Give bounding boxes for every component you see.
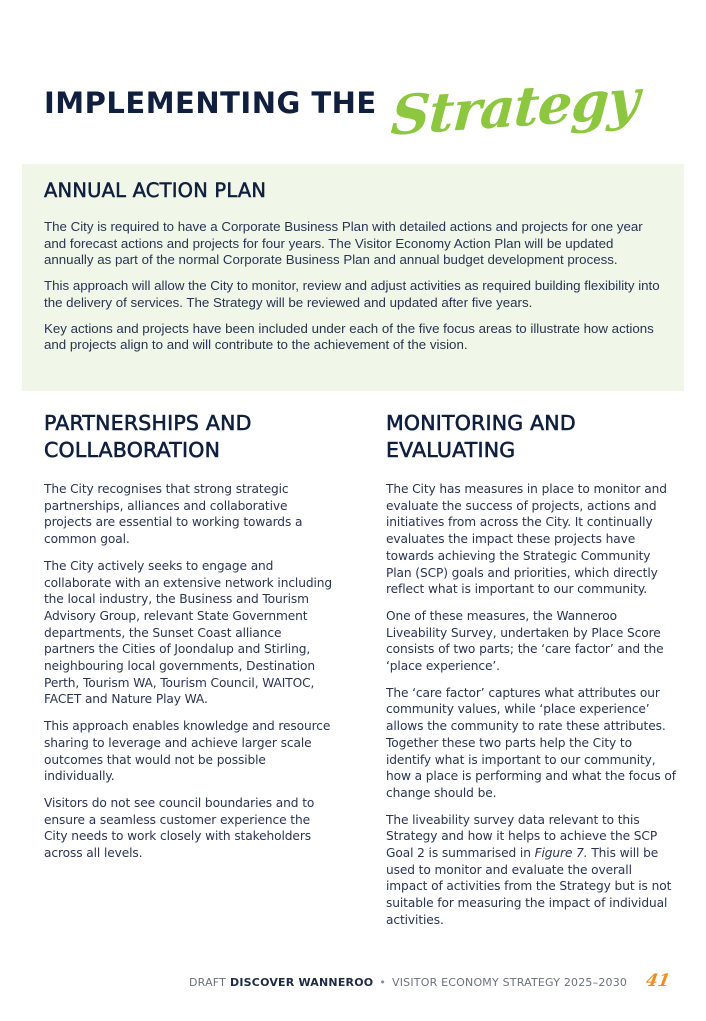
partnerships-paragraph: This approach enables knowledge and resource sharing to leverage and achieve larger scale outcomes that would not be possible individually. — [44, 719, 331, 784]
monitoring-paragraph: One of these measures, the Wanneroo Liveability Survey, undertaken by Place Score consists of two parts; the ‘care factor’ and the ‘place experience’. — [386, 608, 664, 674]
annual-action-plan-paragraph: This approach will allow the City to monitor, review and adjust activities as required building flexibility into the delivery of services. The Strategy will be reviewed and updated after five years. — [44, 278, 660, 310]
partnerships-heading: PARTNERSHIPS AND COLLABORATION — [44, 411, 252, 462]
partnerships-section — [44, 410, 334, 872]
footer-document-title: VISITOR ECONOMY STRATEGY 2025–2030 — [392, 976, 628, 989]
footer-draft-label: DRAFT — [189, 976, 227, 989]
page-footer — [189, 976, 627, 989]
page-title-script: Strategy — [388, 66, 641, 148]
monitoring-paragraph: The City has measures in place to monitor and evaluate the success of projects, actions and initiatives from across the City. It continually evaluates the impact these projects have towards achieving the Strategic Community Plan (SCP) goals and priorities, which directly reflect what is important to our community. — [386, 482, 667, 597]
figure-reference: Figure 7. — [534, 846, 588, 861]
monitoring-heading: MONITORING AND EVALUATING — [386, 411, 576, 462]
monitoring-paragraph-last — [386, 812, 676, 929]
page-title-main: IMPLEMENTING THE — [44, 86, 377, 120]
footer-separator-dot: • — [379, 976, 387, 989]
annual-action-plan-section — [22, 164, 684, 391]
partnerships-paragraph: The City actively seeks to engage and collaborate with an extensive network including the local industry, the Business and Tourism Advisory Group, relevant State Government departments, the Sunset Coast alliance partners the Cities of Joondalup and Stirling, neighbouring local governments, Destination Perth, Tourism WA, Tourism Council, WAITOC, FACET and Nature Play WA. — [44, 558, 333, 707]
monitoring-section — [386, 410, 676, 939]
partnerships-paragraph: The City recognises that strong strategic partnerships, alliances and collaborative projects are essential to working towards a common goal. — [44, 482, 303, 547]
annual-action-plan-paragraph: Key actions and projects have been included under each of the five focus areas to illustrate how actions and projects align to and will contribute to the achievement of the vision. — [44, 320, 654, 353]
monitoring-text-before: The liveability survey data relevant to this Strategy and how it helps to achieve the SCP Goal 2 is summarised in — [386, 812, 658, 861]
monitoring-text-after: This will be used to monitor and evaluate the overall impact of activities from the Strategy but is not suitable for measuring the impact of individual activities. — [386, 846, 672, 927]
page-number: 41 — [644, 971, 672, 991]
annual-action-plan-heading: ANNUAL ACTION PLAN — [44, 179, 267, 202]
partnerships-paragraph: Visitors do not see council boundaries and to ensure a seamless customer experience the City needs to work closely with stakeholders across all levels. — [44, 795, 315, 861]
annual-action-plan-paragraph: The City is required to have a Corporate Business Plan with detailed actions and projects for one year and forecast actions and projects for four years. The Visitor Economy Action Plan will be updated annually as part of the normal Corporate Business Plan and annual budget development process. — [44, 219, 643, 268]
monitoring-paragraph: The ‘care factor’ captures what attributes our community values, while ‘place experience’ allows the community to rate these attributes. Together these two parts help the City to identify what is important to our community, how a place is performing and what the focus of change should be. — [386, 685, 676, 800]
page-title — [44, 58, 639, 148]
footer-brand: DISCOVER WANNEROO — [230, 976, 374, 989]
